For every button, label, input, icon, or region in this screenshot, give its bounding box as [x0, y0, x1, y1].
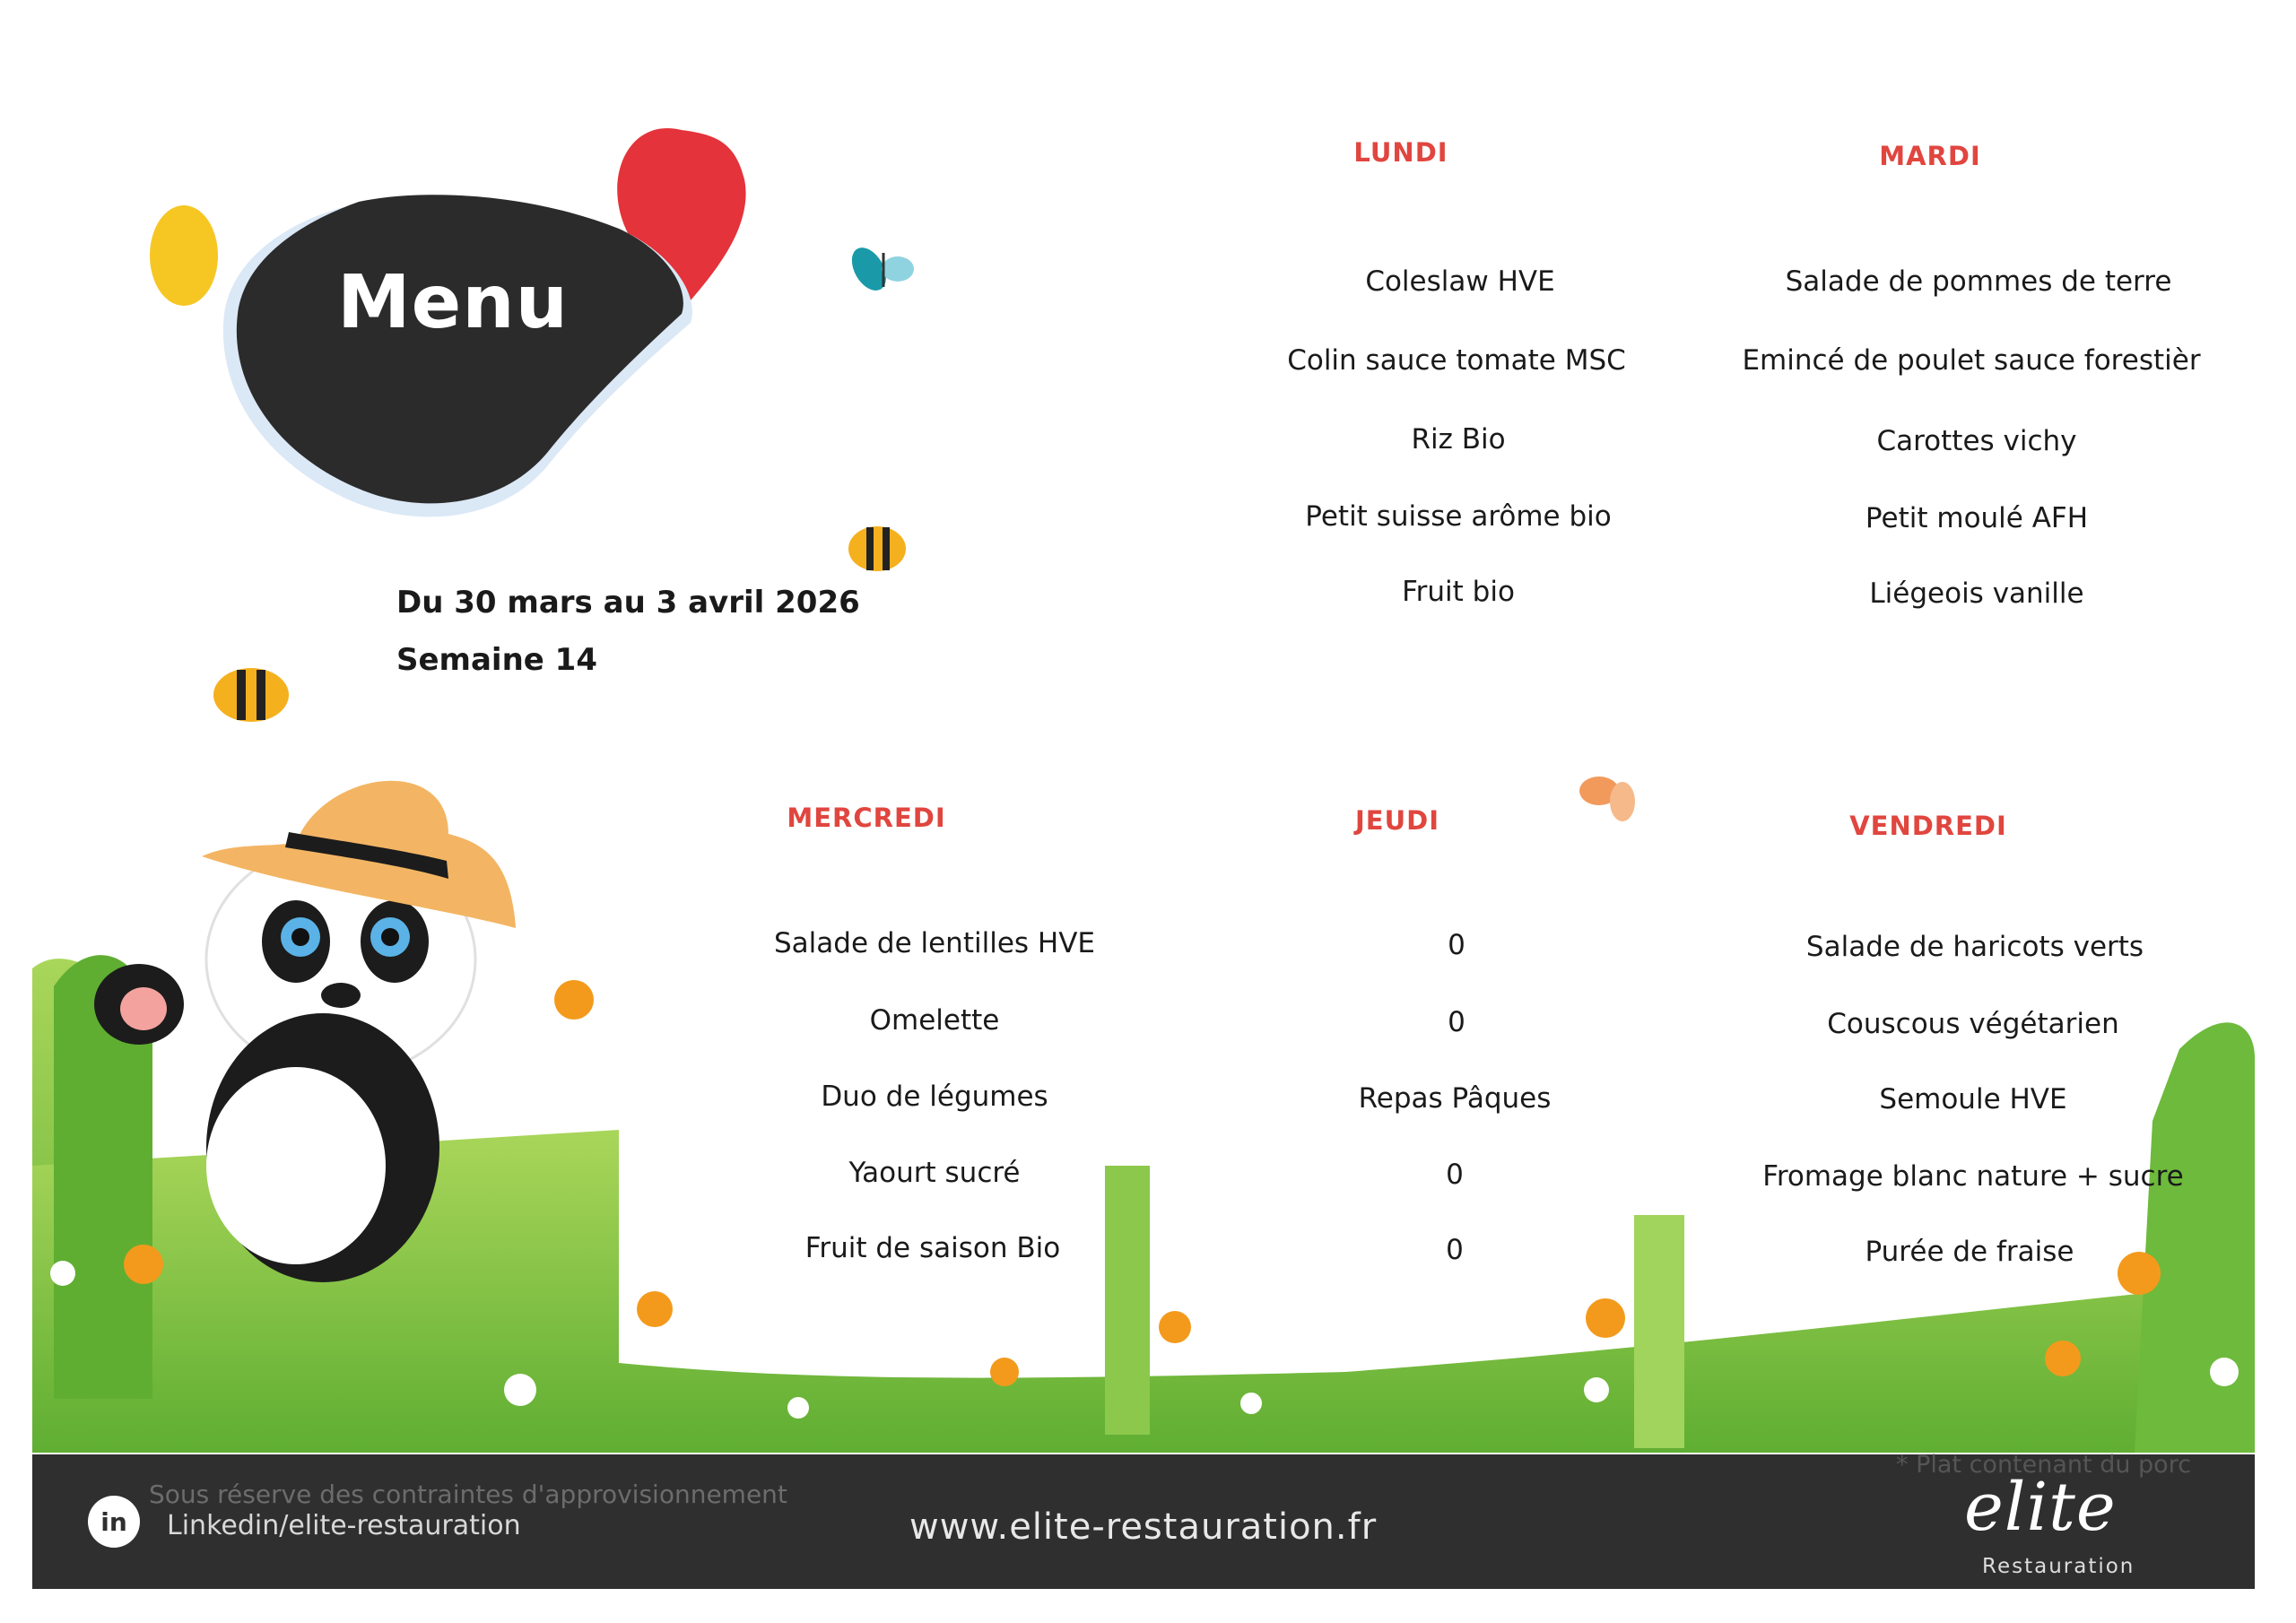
flower-icon [554, 980, 594, 1020]
dish-mercredi-1: Salade de lentilles HVE [774, 927, 1095, 959]
flower-icon [1586, 1298, 1625, 1338]
dish-vendredi-5: Purée de fraise [1865, 1236, 2074, 1268]
dish-jeudi-5: 0 [1446, 1234, 1464, 1266]
elite-logo: elite [1964, 1469, 2117, 1546]
day-title-mardi: MARDI [1879, 141, 1981, 171]
dish-mercredi-2: Omelette [869, 1004, 1000, 1037]
dish-jeudi-3: Repas Pâques [1358, 1082, 1552, 1115]
dish-vendredi-2: Couscous végétarien [1827, 1008, 2119, 1040]
dish-jeudi-1: 0 [1448, 929, 1465, 961]
flower-icon [1159, 1311, 1191, 1343]
dish-mercredi-5: Fruit de saison Bio [804, 1232, 1061, 1264]
dish-mardi-2: Emincé de poulet sauce forestièr [1742, 344, 2201, 377]
flower-icon [990, 1358, 1019, 1386]
menu-title: Menu [337, 260, 569, 345]
day-title-lundi: LUNDI [1353, 137, 1448, 168]
dish-lundi-3: Riz Bio [1411, 423, 1506, 456]
dish-mercredi-3: Duo de légumes [821, 1081, 1048, 1113]
dish-jeudi-2: 0 [1448, 1006, 1465, 1038]
dish-mardi-5: Liégeois vanille [1869, 577, 2084, 610]
dish-vendredi-4: Fromage blanc nature + sucre [1762, 1160, 2184, 1193]
pork-note: * Plat contenant du porc [1896, 1451, 2192, 1479]
elite-logo-subtitle: Restauration [1982, 1555, 2135, 1578]
date-range: Du 30 mars au 3 avril 2026 [396, 585, 860, 621]
dish-mardi-4: Petit moulé AFH [1865, 502, 2089, 534]
flower-icon [637, 1291, 673, 1327]
dish-vendredi-1: Salade de haricots verts [1805, 931, 2144, 963]
day-title-mercredi: MERCREDI [787, 803, 946, 833]
website-link[interactable]: www.elite-restauration.fr [909, 1506, 1378, 1548]
dish-jeudi-4: 0 [1446, 1159, 1464, 1191]
dish-lundi-5: Fruit bio [1402, 576, 1515, 608]
supply-note: Sous réserve des contraintes d'approvisionnement [149, 1480, 787, 1509]
flower-icon [2045, 1341, 2081, 1376]
yellow-balloon-icon [150, 205, 218, 306]
day-title-jeudi: JEUDI [1354, 805, 1440, 836]
daisy-icon [1240, 1393, 1262, 1414]
dish-lundi-4: Petit suisse arôme bio [1305, 500, 1612, 533]
dish-mardi-3: Carottes vichy [1876, 425, 2077, 457]
dish-mardi-1: Salade de pommes de terre [1785, 265, 2172, 298]
flower-icon [124, 1245, 163, 1284]
dish-lundi-2: Colin sauce tomate MSC [1287, 344, 1626, 377]
dish-mercredi-4: Yaourt sucré [848, 1157, 1021, 1189]
daisy-icon [1584, 1377, 1609, 1402]
daisy-icon [50, 1261, 75, 1286]
bee-icon [213, 668, 289, 722]
linkedin-link[interactable]: Linkedin/elite-restauration [167, 1510, 521, 1541]
flower-icon [2118, 1252, 2161, 1295]
day-title-vendredi: VENDREDI [1849, 811, 2007, 841]
daisy-icon [787, 1397, 809, 1419]
butterfly-icon [845, 242, 914, 297]
dish-vendredi-3: Semoule HVE [1879, 1083, 2067, 1115]
daisy-icon [504, 1374, 536, 1406]
week-number: Semaine 14 [396, 642, 597, 678]
bee-icon [848, 526, 906, 571]
butterfly-icon [1579, 777, 1635, 821]
dish-lundi-1: Coleslaw HVE [1365, 265, 1555, 298]
daisy-icon [2210, 1358, 2239, 1386]
linkedin-icon[interactable]: in [88, 1496, 140, 1548]
